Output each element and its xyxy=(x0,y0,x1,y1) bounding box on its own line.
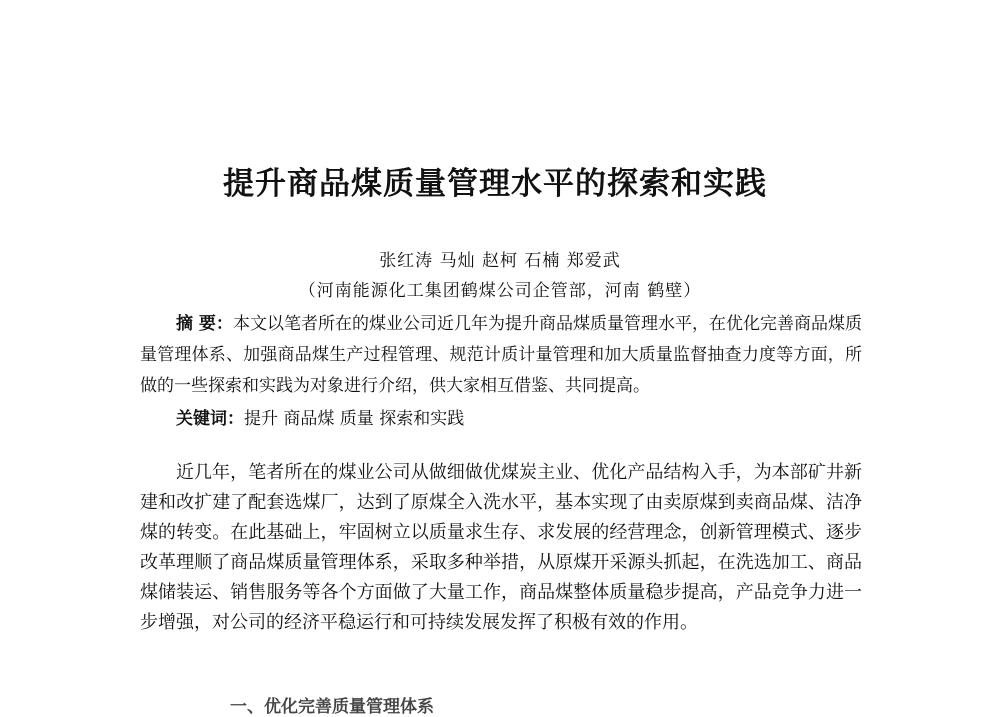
section-heading-partial: 一、优化完善质量管理体系 xyxy=(230,697,434,717)
body-paragraph: 近几年，笔者所在的煤业公司从做细做优煤炭主业、优化产品结构入手，为本部矿井新建和改扩建了配套选煤厂，达到了原煤全入洗水平，基本实现了由卖原煤到卖商品煤、洁净煤的转变。在此基础上，牢固树立以质量求生存、求发展的经营理念，创新管理模式、逐步改革理顺了商品煤质量管理体系，采取多种举措，从原煤开采源头抓起，在洗选加工、商品煤储装运、销售服务等各个方面做了大量工作，商品煤整体质量稳步提高，产品竞争力进一步增强，对公司的经济平稳运行和可持续发展发挥了积极有效的作用。 xyxy=(140,462,862,633)
keywords-text: 提升 商品煤 质量 探索和实践 xyxy=(244,409,465,429)
keywords xyxy=(176,404,866,429)
abstract-label: 摘 要： xyxy=(176,314,233,334)
abstract xyxy=(140,309,862,402)
abstract-text: 本文以笔者所在的煤业公司近几年为提升商品煤质量管理水平，在优化完善商品煤质量管理体系、加强商品煤生产过程管理、规范计质计量管理和加大质量监督抽查力度等方面，所做的一些探索和实践为对象进行介绍，供大家相互借鉴、共同提高。 xyxy=(140,314,863,396)
paper-title: 提升商品煤质量管理水平的探索和实践 xyxy=(223,166,767,202)
author-list: 张红涛 马灿 赵柯 石楠 郑爱武 xyxy=(379,251,621,271)
author-affiliation: （河南能源化工集团鹤煤公司企管部，河南 鹤壁） xyxy=(298,281,702,301)
keywords-label: 关键词： xyxy=(176,409,244,429)
